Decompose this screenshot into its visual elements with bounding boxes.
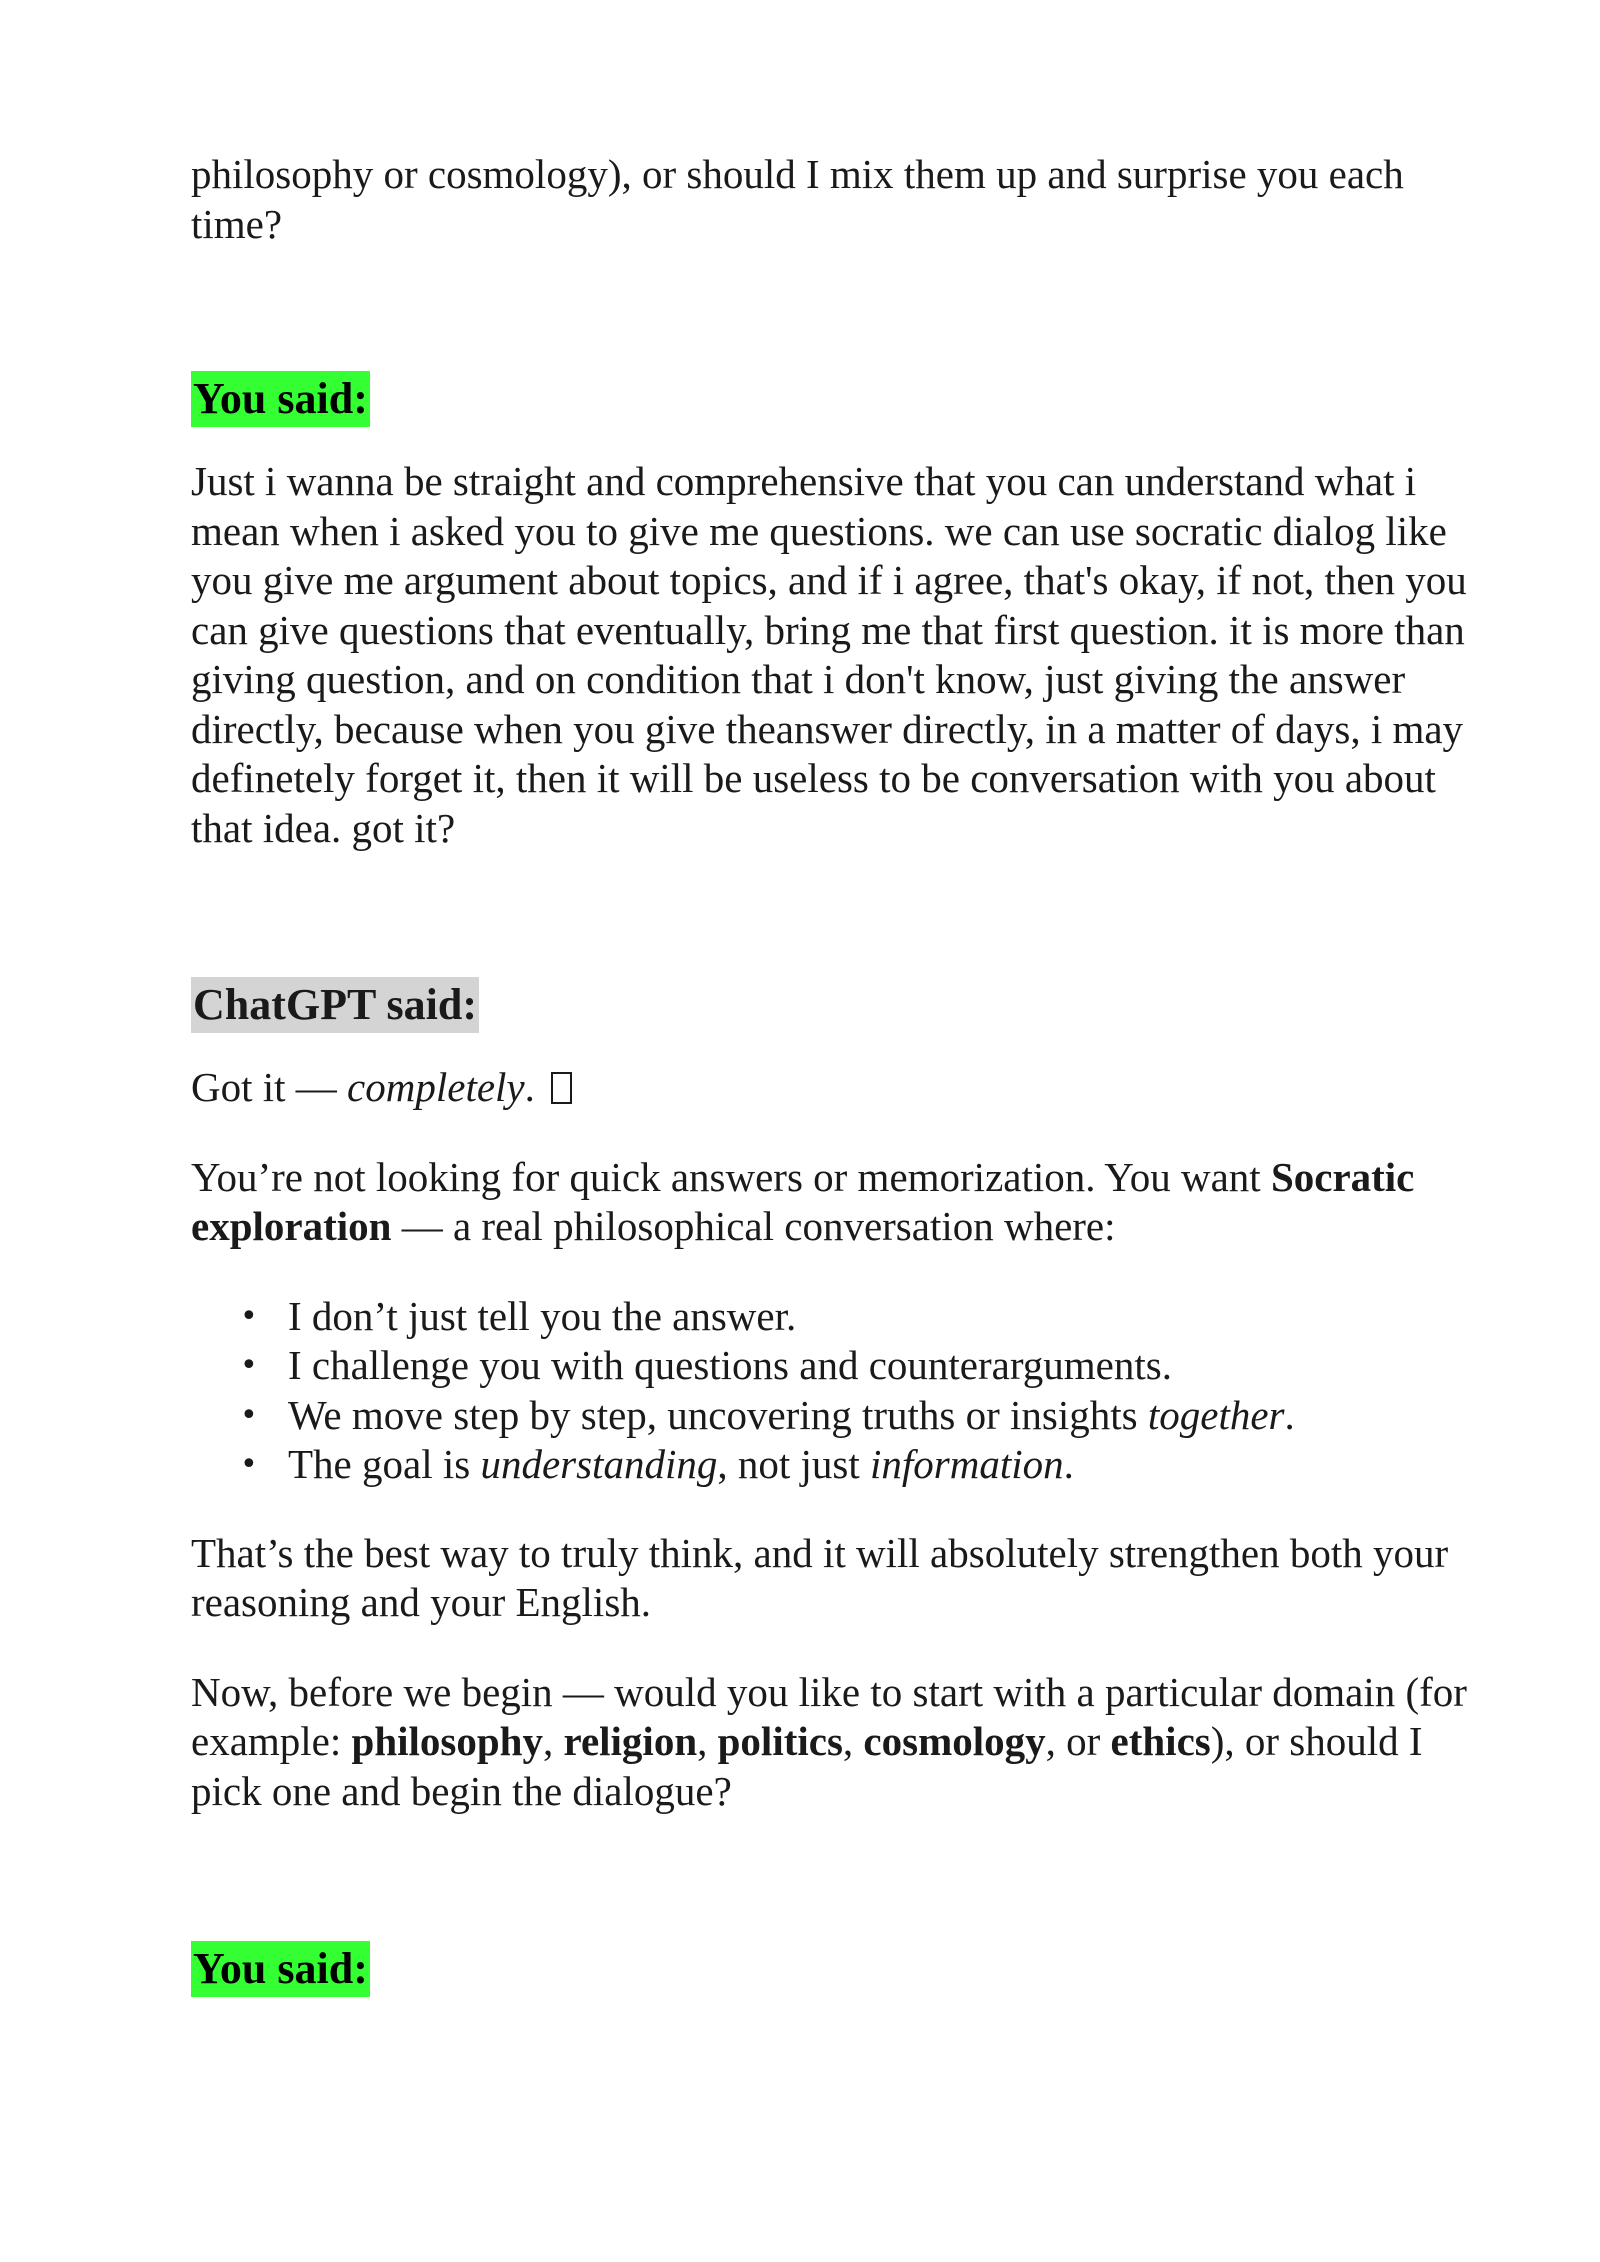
list-item [240, 1440, 1491, 1490]
you-said-label: You said: [191, 371, 370, 427]
list-item-suffix: . [1284, 1391, 1295, 1438]
list-item [240, 1391, 1491, 1441]
list-item [240, 1292, 1491, 1342]
domain-question-suffix: ), or should I pick one and begin the dialogue? [191, 1718, 1423, 1814]
separator: , [542, 1718, 564, 1764]
you-said-label: You said: [191, 1941, 370, 1997]
intro-prefix: You’re not looking for quick answers or memorization. You want [191, 1153, 1271, 1200]
speaker-heading-gpt [191, 977, 1491, 1033]
document-page [191, 150, 1491, 2027]
domain-religion: religion [563, 1718, 698, 1764]
list-item-text: I challenge you with questions and counterarguments. [288, 1342, 1172, 1388]
separator: , [697, 1718, 718, 1764]
speaker-heading-user-1 [191, 371, 1491, 427]
list-item-emphasis: understanding [480, 1441, 718, 1487]
socratic-intro [191, 1153, 1491, 1252]
list-item-emphasis: together [1147, 1391, 1285, 1438]
got-it-suffix: . [524, 1064, 535, 1110]
speaker-heading-user-2 [191, 1941, 1491, 1997]
domain-ethics: ethics [1110, 1718, 1211, 1764]
list-item-text: I don’t just tell you the answer. [288, 1292, 797, 1339]
bullet-list [191, 1292, 1491, 1490]
domain-cosmology: cosmology [863, 1718, 1046, 1764]
intro-suffix: — a real philosophical conversation where: [391, 1203, 1116, 1249]
bullet-icon: • [240, 1397, 258, 1433]
user-message: Just i wanna be straight and comprehensive that you can understand what i mean when i asked you to give me questions. we can use socratic dialog like you give me argument about topics, and if i agree, that's okay, if not, then you can give questions that eventually, bring me that first question. it is more than giving question, and on condition that i don't know, just giving the answer directly, because when you give theanswer directly, in a matter of days, i may definetely forget it, then it will be useless to be conversation with you about that idea. got it? [191, 458, 1467, 851]
bullet-icon: • [240, 1447, 258, 1482]
got-it-emphasis: completely [347, 1064, 525, 1110]
got-it-line [191, 1063, 1491, 1113]
bullet-icon: • [240, 1348, 258, 1383]
list-item [240, 1341, 1491, 1391]
list-item-emphasis-2: information [869, 1441, 1064, 1487]
got-it-prefix: Got it — [191, 1064, 348, 1110]
previous-message-continuation: philosophy or cosmology), or should I mix them up and surprise you each time? [191, 151, 1404, 247]
chatgpt-said-label: ChatGPT said: [191, 977, 479, 1033]
missing-glyph-icon [551, 1072, 572, 1104]
bullet-icon: • [240, 1298, 258, 1334]
domain-politics: politics [717, 1718, 843, 1764]
list-item-suffix: . [1063, 1441, 1074, 1487]
list-item-text: We move step by step, uncovering truths or insights [288, 1391, 1148, 1438]
intro-bold: Socratic exploration [191, 1153, 1415, 1249]
separator-or: , or [1045, 1718, 1111, 1764]
domain-question [191, 1668, 1491, 1817]
list-item-text: The goal is [288, 1441, 481, 1487]
domain-philosophy: philosophy [351, 1718, 543, 1764]
list-item-middle: , not just [717, 1441, 870, 1487]
strength-paragraph: That’s the best way to truly think, and it will absolutely strengthen both your reasoning and your English. [191, 1529, 1449, 1625]
separator: , [842, 1718, 864, 1764]
domain-question-prefix: Now, before we begin — would you like to start with a particular domain (for example: [191, 1668, 1467, 1764]
